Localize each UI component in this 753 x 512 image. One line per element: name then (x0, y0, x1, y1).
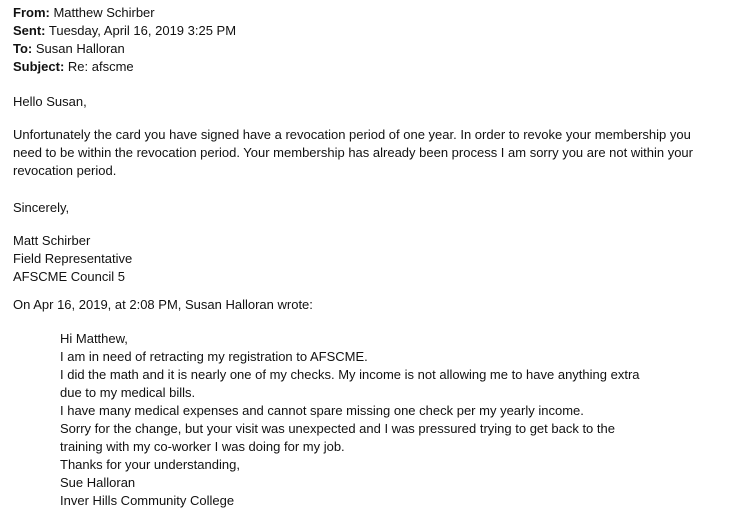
to-label: To: (13, 41, 33, 56)
quoted-line: Sorry for the change, but your visit was unexpected and I was pressured trying to get back to the (60, 421, 615, 436)
signature-name: Matt Schirber (13, 233, 91, 248)
closing: Sincerely, (13, 200, 70, 215)
quoted-line: Thanks for your understanding, (60, 457, 240, 472)
to-line (13, 40, 236, 58)
from-value: Matthew Schirber (53, 5, 155, 20)
signature-title: Field Representative (13, 251, 133, 266)
subject-line (13, 58, 236, 76)
quoted-line: I am in need of retracting my registration to AFSCME. (60, 349, 368, 364)
signature-org: AFSCME Council 5 (13, 269, 125, 284)
body-paragraph (13, 126, 693, 180)
body-line: Unfortunately the card you have signed have a revocation period of one year. In order to revoke your membership you (13, 127, 691, 142)
email-header (13, 4, 236, 76)
quoted-line: Inver Hills Community College (60, 493, 235, 508)
sent-line (13, 22, 236, 40)
quoted-message (60, 330, 640, 510)
quoted-line: I have many medical expenses and cannot spare missing one check per my yearly income. (60, 403, 584, 418)
quoted-intro: On Apr 16, 2019, at 2:08 PM, Susan Halloran wrote: (13, 297, 313, 312)
body-line: revocation period. (13, 163, 117, 178)
greeting: Hello Susan, (13, 94, 87, 109)
sent-value: Tuesday, April 16, 2019 3:25 PM (48, 23, 237, 38)
from-line (13, 4, 236, 22)
quoted-line: I did the math and it is nearly one of my checks. My income is not allowing me to have anything extra (60, 367, 640, 382)
subject-value: Re: afscme (67, 59, 134, 74)
quoted-line: due to my medical bills. (60, 385, 196, 400)
subject-label: Subject: (13, 59, 65, 74)
quoted-line: Sue Halloran (60, 475, 136, 490)
quoted-line: training with my co-worker I was doing for my job. (60, 439, 345, 454)
sent-label: Sent: (13, 23, 46, 38)
signature-block (13, 232, 132, 286)
quoted-line: Hi Matthew, (60, 331, 128, 346)
body-line: need to be within the revocation period. Your membership has already been process I am sorry you are not within your (13, 145, 693, 160)
to-value: Susan Halloran (35, 41, 125, 56)
from-label: From: (13, 5, 50, 20)
